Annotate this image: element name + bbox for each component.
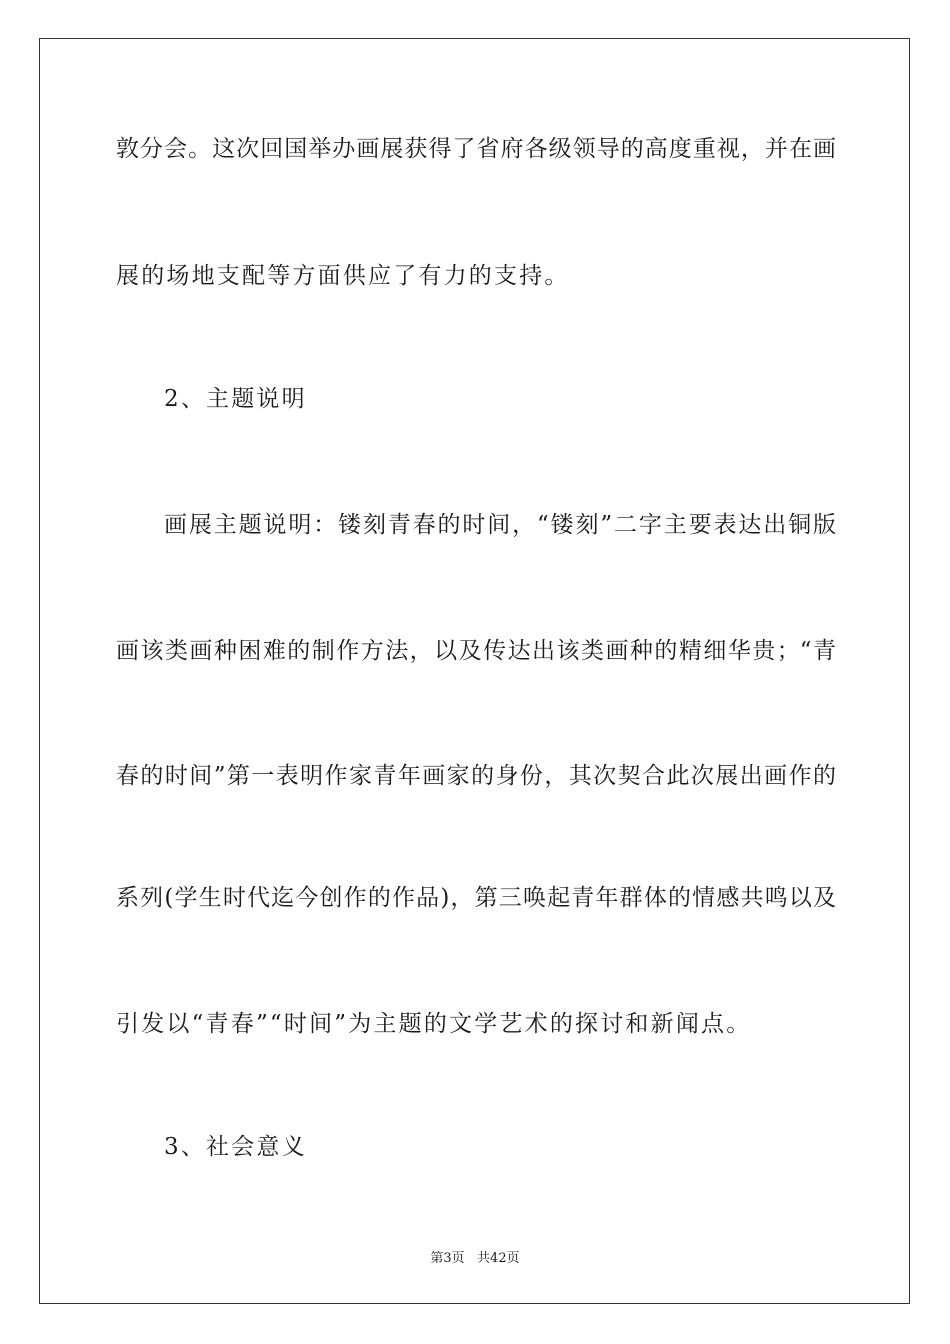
section-heading-3: 3、社会意义 xyxy=(164,1134,307,1160)
body-line-4: 画该类画种困难的制作方法，以及传达出该类画种的精细华贵；“青 xyxy=(116,638,836,664)
section-heading-2: 2、主题说明 xyxy=(164,386,307,412)
page-number-footer: 第3页 共42页 xyxy=(430,1251,520,1266)
page-border xyxy=(39,38,910,1304)
body-line-2: 展的场地支配等方面供应了有力的支持。 xyxy=(116,263,570,289)
body-line-1: 敦分会。这次回国举办画展获得了省府各级领导的高度重视，并在画 xyxy=(116,136,836,162)
body-line-7: 引发以“青春”“时间”为主题的文学艺术的探讨和新闻点。 xyxy=(116,1011,752,1037)
body-line-3: 画展主题说明：镂刻青春的时间，“镂刻”二字主要表达出铜版 xyxy=(164,512,836,538)
body-line-6: 系列(学生时代迄今创作的作品)，第三唤起青年群体的情感共鸣以及 xyxy=(116,885,836,911)
body-line-5: 春的时间”第一表明作家青年画家的身份，其次契合此次展出画作的 xyxy=(116,763,836,789)
